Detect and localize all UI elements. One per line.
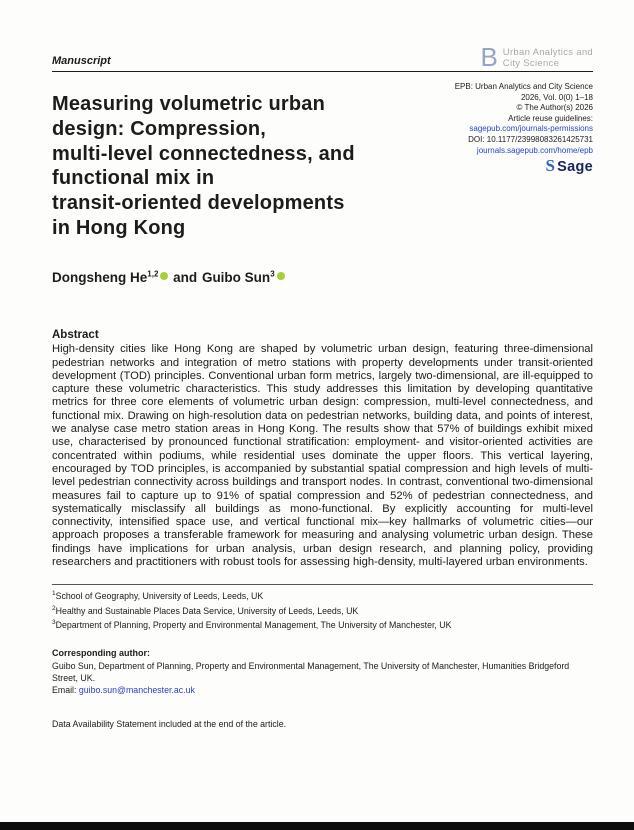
byline-conjunction: and (173, 270, 198, 286)
corresponding-author-block (52, 648, 593, 696)
author-1-affil-sup: 1,2 (147, 269, 159, 279)
orcid-icon[interactable] (160, 272, 168, 280)
affiliation-2-sup: 2 (52, 604, 56, 612)
corresponding-author-text: Guibo Sun, Department of Planning, Property and Environmental Management, The University of Manchester, Humanities Bridgeford Street, UK. (52, 661, 570, 683)
title-line: Measuring volumetric urban (52, 93, 326, 115)
citation-volume: 2026, Vol. 0(0) 1–18 (520, 92, 593, 102)
title-line: design: Compression, (52, 117, 267, 140)
abstract-heading: Abstract (52, 329, 99, 342)
affiliation-1-sup: 1 (52, 590, 56, 598)
affiliation-3-sup: 3 (52, 618, 56, 626)
email-label: Email: (52, 684, 79, 695)
journal-home-link[interactable]: journals.sagepub.com/home/epb (476, 145, 593, 155)
affiliation-3-text: Department of Planning, Property and Environmental Management, The University of Manchester, UK (55, 619, 452, 630)
masthead-divider (52, 71, 593, 72)
citation-copyright: © The Author(s) 2026 (516, 103, 593, 113)
data-availability-note: Data Availability Statement included at the end of the article. (52, 718, 287, 729)
orcid-icon[interactable] (277, 272, 285, 280)
corresponding-author-email-line (52, 685, 593, 697)
citation-journal: EPB: Urban Analytics and City Science (454, 82, 593, 91)
page-bottom-bar (0, 822, 634, 830)
affiliation-2 (52, 603, 593, 617)
affiliation-1-text: School of Geography, University of Leeds, Leeds, UK (55, 591, 264, 602)
sage-logo (399, 156, 593, 176)
abstract-section (52, 329, 593, 569)
author-2-affil-sup: 3 (270, 269, 275, 279)
author-1 (52, 270, 168, 285)
author-2-name: Guibo Sun (201, 270, 271, 286)
masthead (52, 42, 593, 72)
journal-logo (480, 42, 593, 72)
author-1-name: Dongsheng He (52, 270, 148, 286)
affiliation-2-text: Healthy and Sustainable Places Data Service, University of Leeds, Leeds, UK (55, 605, 359, 616)
author-byline (52, 270, 399, 286)
citation-block (399, 80, 593, 285)
corresponding-author-heading: Corresponding author: (52, 648, 150, 659)
journal-logo-name-line2: City Science (502, 58, 560, 69)
title-line: functional mix in (52, 167, 215, 190)
title-line: multi-level connectedness, and (52, 142, 355, 165)
title-line: in Hong Kong (52, 216, 186, 239)
reuse-guidelines-link[interactable]: sagepub.com/journals-permissions (469, 124, 593, 134)
title-line: transit-oriented developments (52, 192, 345, 215)
sage-wordmark: Sage (557, 159, 593, 176)
affiliations (52, 588, 593, 631)
sage-s-icon: S (545, 156, 555, 176)
journal-logo-b-icon: B (480, 42, 498, 72)
affiliation-3 (52, 617, 593, 631)
journal-logo-name (503, 46, 593, 69)
email-link[interactable]: guibo.sun@manchester.ac.uk (78, 684, 195, 695)
article-title (52, 92, 399, 241)
journal-logo-name-line1: Urban Analytics and (502, 47, 593, 58)
running-head: Manuscript (52, 55, 111, 67)
citation-doi: DOI: 10.1177/23998083261425731 (468, 134, 593, 144)
citation-reuse-label: Article reuse guidelines: (508, 113, 593, 123)
header-columns (52, 80, 593, 285)
footnote-divider (52, 584, 593, 585)
affiliation-1 (52, 588, 593, 602)
abstract-text: High-density cities like Hong Kong are shaped by volumetric urban design, featuring three-dimensional pedestrian networks and integration of metro stations with property developments under transit-oriented development (TOD) principles. Conventional urban form metrics, largely two-dimensional, are ill-equipped to capture these volumetric characteristics. This study addresses this limitation by developing quantitative metrics for three core elements of volumetric urban design: compression, multi-level connectedness, and functional mix. Drawing on high-resolution data on pedestrian networks, building data, and points of interest, we analyse case metro station areas in Hong Kong. The results show that 57% of buildings exhibit mixed use, characterised by pronounced functional stratification: employment- and visitor-oriented activities are concentrated within podiums, while residential uses dominate the upper floors. This vertical layering, encouraged by TOD principles, is accompanied by substantial spatial compression and high levels of multi-level pedestrian connectivity across buildings and transport nodes. In contrast, conventional two-dimensional measures fail to capture up to 91% of spatial compression and 52% of pedestrian connectedness, and systematically misclassify all buildings as mono-functional. By explicitly accounting for multi-level connectivity, intensified space use, and vertical functional mix—key hallmarks of volumetric cities—our approach proposes a transferable framework for measuring and analysing volumetric urban design. These findings have implications for urban analysis, urban design research, and planning policy, providing researchers and practitioners with robust tools for assessing high-density, multi-layered urban environments. (52, 343, 593, 569)
author-2 (202, 270, 285, 285)
title-column (52, 80, 399, 285)
